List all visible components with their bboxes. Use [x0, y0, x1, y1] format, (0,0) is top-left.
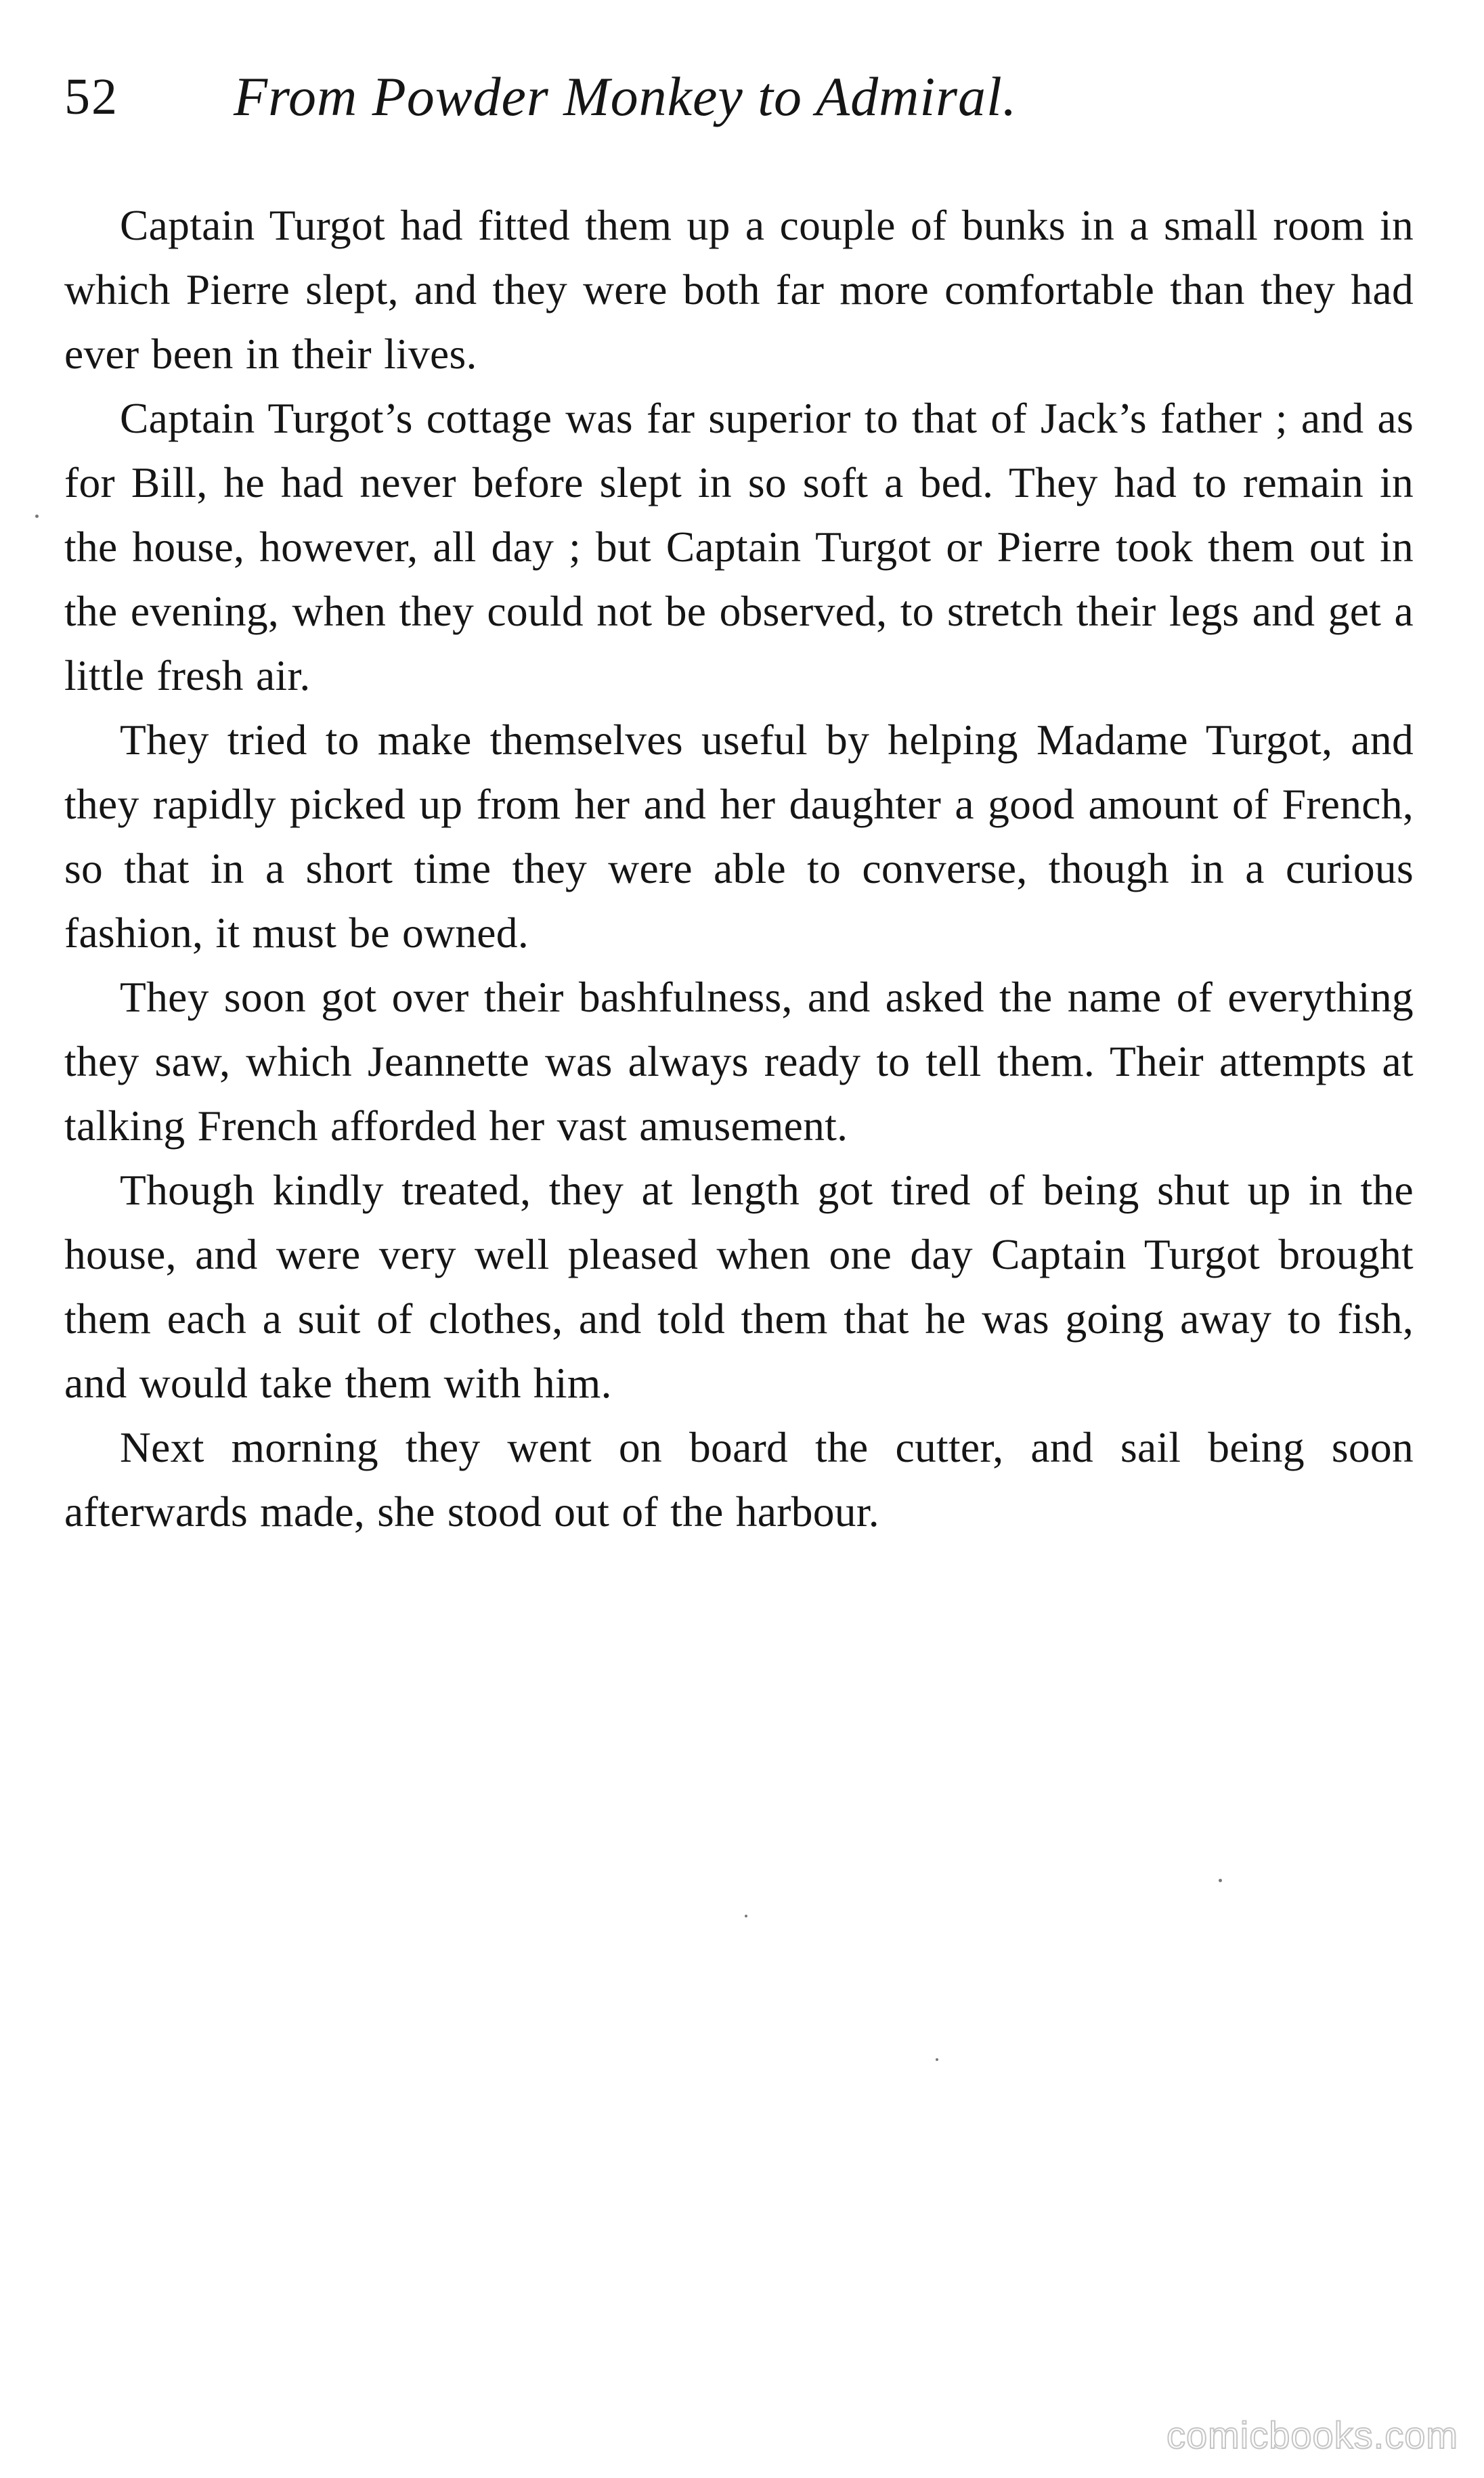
paragraph: They tried to make themselves useful by helping Madame Turgot, and they rapidly picked up from her and her daughter a good amount of French, so that in a short time they were able to converse, though in a curious fashion, it must be owned. [64, 716, 1414, 957]
print-speck [936, 2058, 938, 2061]
print-speck [35, 515, 39, 518]
body-text [64, 193, 1414, 1544]
paragraph: Captain Turgot had fitted them up a couple of bunks in a small room in which Pierre slept, and they were both far more comfortable than they had ever been in their lives. [64, 201, 1414, 378]
print-speck [1219, 1879, 1222, 1882]
page-number: 52 [64, 68, 118, 125]
watermark-text: comicbooks.com [1166, 2414, 1458, 2456]
paragraph: Captain Turgot’s cottage was far superior to that of Jack’s father ; and as for Bill, he had never before slept in so soft a bed. They had to remain in the house, however, all day ; but Captain Turgot or Pierre took them out in the evening, when they could not be observed, to stretch their legs and get a little fresh air. [64, 394, 1414, 699]
running-title: From Powder Monkey to Admiral. [234, 66, 1018, 127]
paragraph: They soon got over their bashfulness, and asked the name of everything they saw, which Jeannette was always ready to tell them. Their attempts at talking French afforded her vast amusement. [64, 973, 1414, 1150]
running-head [64, 60, 1412, 134]
paragraph: Next morning they went on board the cutter, and sail being soon afterwards made, she stood out of the harbour. [64, 1423, 1414, 1536]
print-speck [745, 1915, 747, 1917]
paragraph: Though kindly treated, they at length got tired of being shut up in the house, and were very well pleased when one day Captain Turgot brought them each a suit of clothes, and told them that he was going away to fish, and would take them with him. [64, 1166, 1414, 1407]
